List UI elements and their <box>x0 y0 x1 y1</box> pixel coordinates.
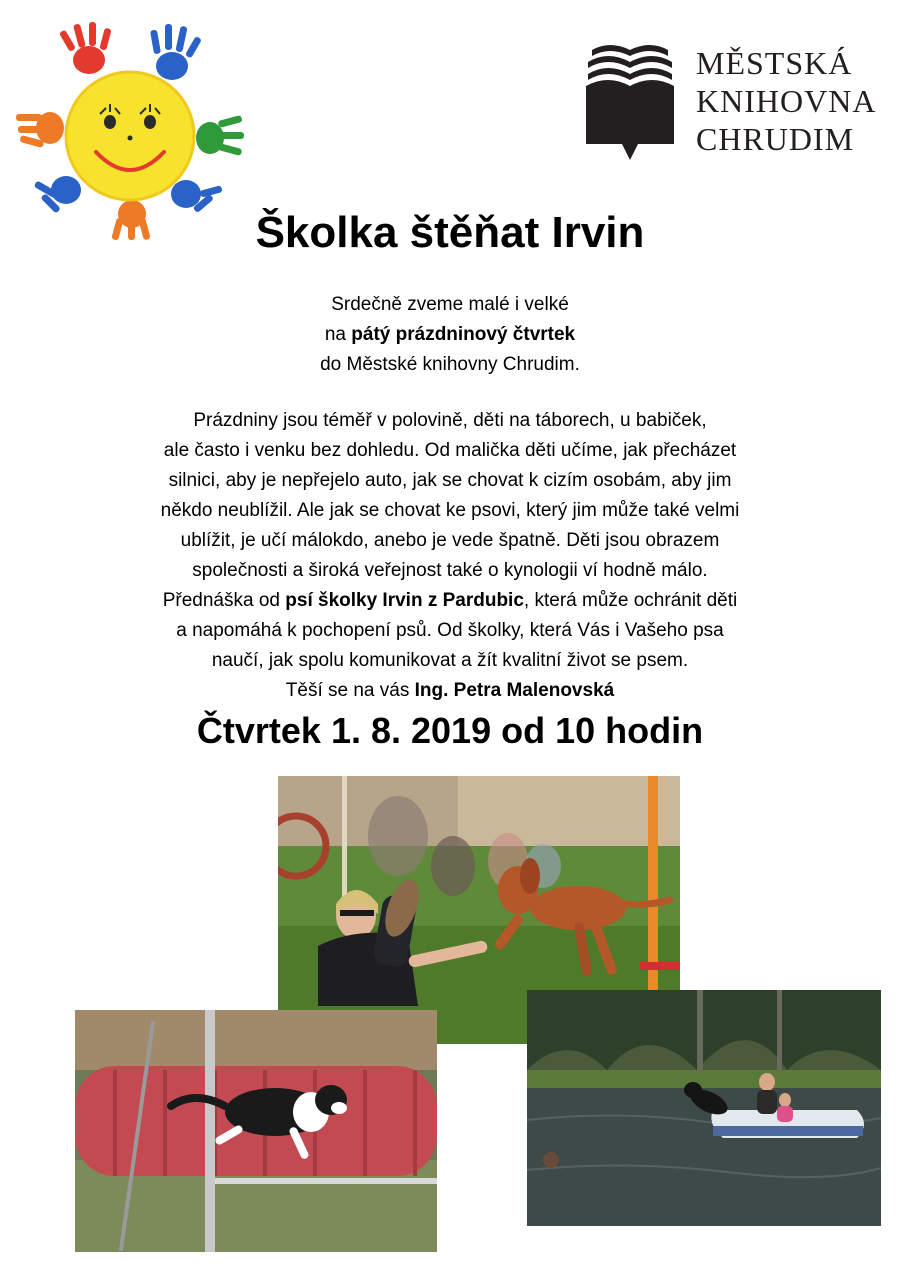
invitation-line-2-bold: pátý prázdninový čtvrtek <box>351 324 576 345</box>
body-line-7-suffix: , která může ochránit děti <box>523 590 738 611</box>
library-logo <box>584 40 894 165</box>
invitation-line-2-prefix: na <box>324 324 352 345</box>
photo-dog-on-boat <box>527 990 881 1226</box>
open-book-icon <box>584 40 676 162</box>
invitation-line-3: do Městské knihovny Chrudim. <box>320 354 580 375</box>
handprint-green-right <box>196 115 244 156</box>
photo-border-collie-jump <box>75 1010 437 1252</box>
description-paragraph <box>0 406 900 706</box>
body-line-9: naučí, jak spolu komunikovat a žít kvalitní život se psem. <box>211 650 689 671</box>
body-line-4: někdo neublížil. Ale jak se chovat ke psovi, který jim může také velmi <box>160 500 740 521</box>
event-date: Čtvrtek 1. 8. 2019 od 10 hodin <box>196 710 704 751</box>
body-line-10 <box>0 676 900 706</box>
invitation-block <box>0 290 900 380</box>
body-line-7 <box>0 586 900 616</box>
body-line-5: ublížit, je učí málokdo, anebo je vede špatně. Děti jsou obrazem <box>180 530 720 551</box>
handprint-blue-top <box>150 24 202 80</box>
presenter-name: Ing. Petra Malenovská <box>414 680 615 701</box>
library-name-line-2: KNIHOVNA <box>696 83 877 119</box>
library-name-line-1: MĚSTSKÁ <box>696 45 853 81</box>
body-line-10-prefix: Těší se na vás <box>285 680 415 701</box>
body-line-6: společnosti a široká veřejnost také o kynologii ví hodně málo. <box>192 560 708 581</box>
library-name <box>696 44 876 158</box>
invitation-line-1: Srdečně zveme malé i velké <box>331 294 569 315</box>
handprint-orange-left <box>16 112 64 148</box>
body-line-1: Prázdniny jsou téměř v polovině, děti na táborech, u babiček, <box>193 410 707 431</box>
body-line-3: silnici, aby je nepřejelo auto, jak se chovat k cizím osobám, aby jim <box>168 470 732 491</box>
body-line-7-prefix: Přednáška od <box>162 590 286 611</box>
page-title: Školka štěňat Irvin <box>255 208 645 257</box>
body-line-7-bold: psí školky Irvin z Pardubic <box>285 590 524 611</box>
body-line-2: ale často i venku bez dohledu. Od malička děti učíme, jak přecházet <box>163 440 737 461</box>
handprint-red <box>59 22 112 74</box>
body-line-8: a napomáhá k pochopení psů. Od školky, která Vás i Vašeho psa <box>176 620 724 641</box>
invitation-line-2 <box>0 320 900 350</box>
library-name-line-3: CHRUDIM <box>696 121 855 157</box>
